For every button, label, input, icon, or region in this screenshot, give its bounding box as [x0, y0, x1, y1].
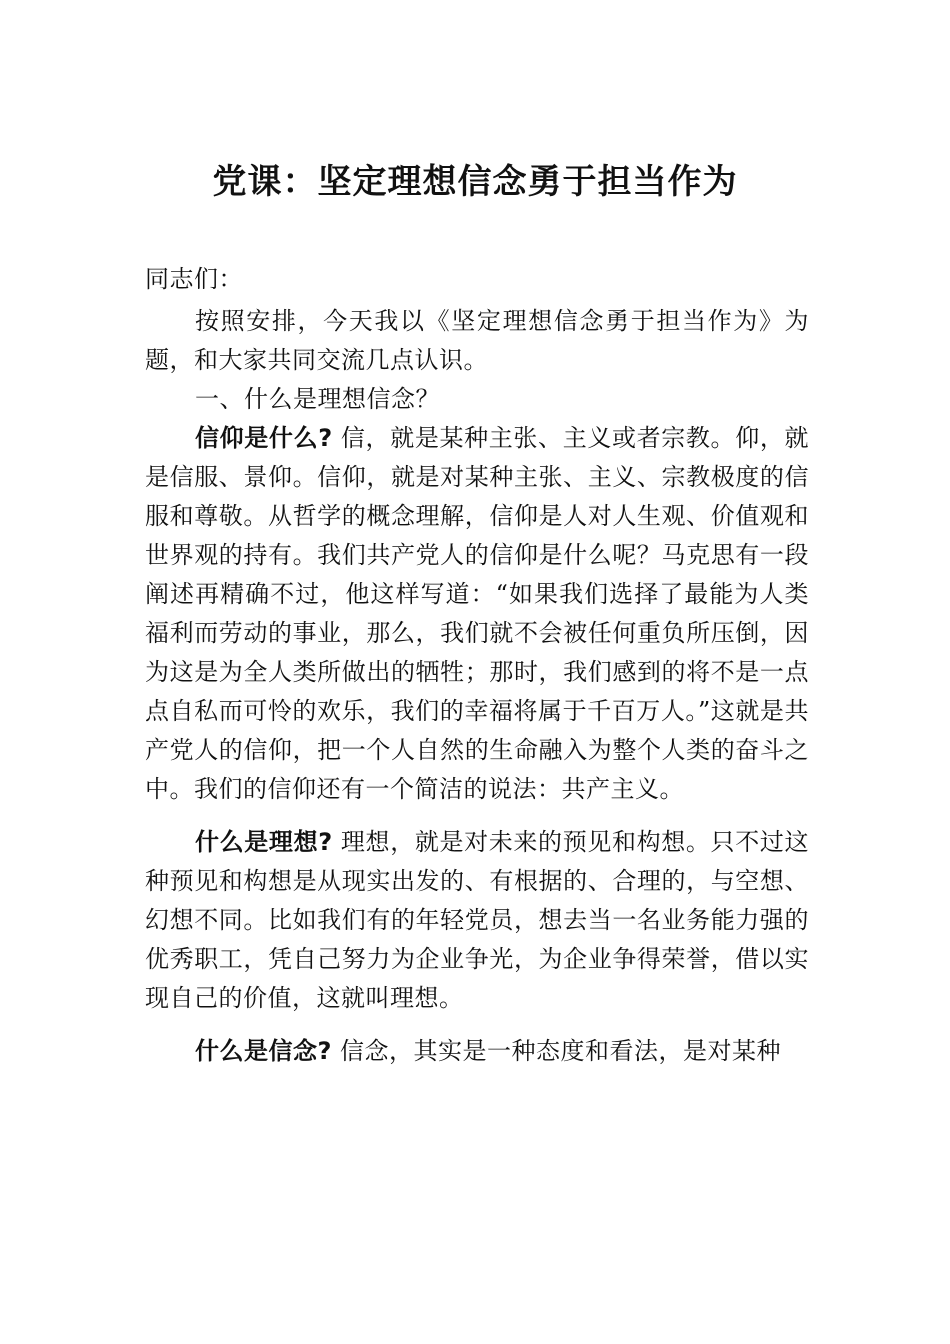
- paragraph-ideal: [145, 823, 809, 1018]
- section-heading: 一、什么是理想信念？: [195, 385, 440, 413]
- paragraph-text: 信，就是某种主张、主义或者宗教。仰，就是信服、景仰。信仰，就是对某种主张、主义、宗教极度的信服和尊敬。从哲学的概念理解，信仰是人对人生观、价值观和世界观的持有。我们共产党人的信仰是什么呢？马克思有一段阐述再精确不过，他这样写道：“如果我们选择了最能为人类福利而劳动的事业，那么，我们就不会被任何重负所压倒，因为这是为全人类所做出的牺牲；那时，我们感到的将不是一点点自私而可怜的欢乐，我们的幸福将属于千百万人。”这就是共产党人的信仰，把一个人自然的生命融入为整个人类的奋斗之中。我们的信仰还有一个简洁的说法：共产主义。: [145, 424, 809, 803]
- paragraph-text: 信念，其实是一种态度和看法，是对某种: [331, 1037, 782, 1065]
- paragraph-lead: 信仰是什么?: [195, 424, 333, 452]
- paragraph-conviction: [145, 1032, 809, 1071]
- document-title: 党课：坚定理想信念勇于担当作为: [212, 162, 738, 202]
- paragraph-text: 理想，就是对未来的预见和构想。只不过这种预见和构想是从现实出发的、有根据的、合理的，与空想、幻想不同。比如我们有的年轻党员，想去当一名业务能力强的优秀职工，凭自己努力为企业争光，为企业争得荣誉，借以实现自己的价值，这就叫理想。: [145, 828, 809, 1012]
- document-body: [145, 260, 809, 1071]
- paragraph-belief: [145, 419, 809, 809]
- paragraph-lead: 什么是信念?: [195, 1037, 332, 1065]
- salutation: 同志们：: [145, 265, 243, 293]
- paragraph-lead: 什么是理想?: [195, 828, 333, 856]
- intro-paragraph: 按照安排，今天我以《坚定理想信念勇于担当作为》为题，和大家共同交流几点认识。: [145, 307, 809, 374]
